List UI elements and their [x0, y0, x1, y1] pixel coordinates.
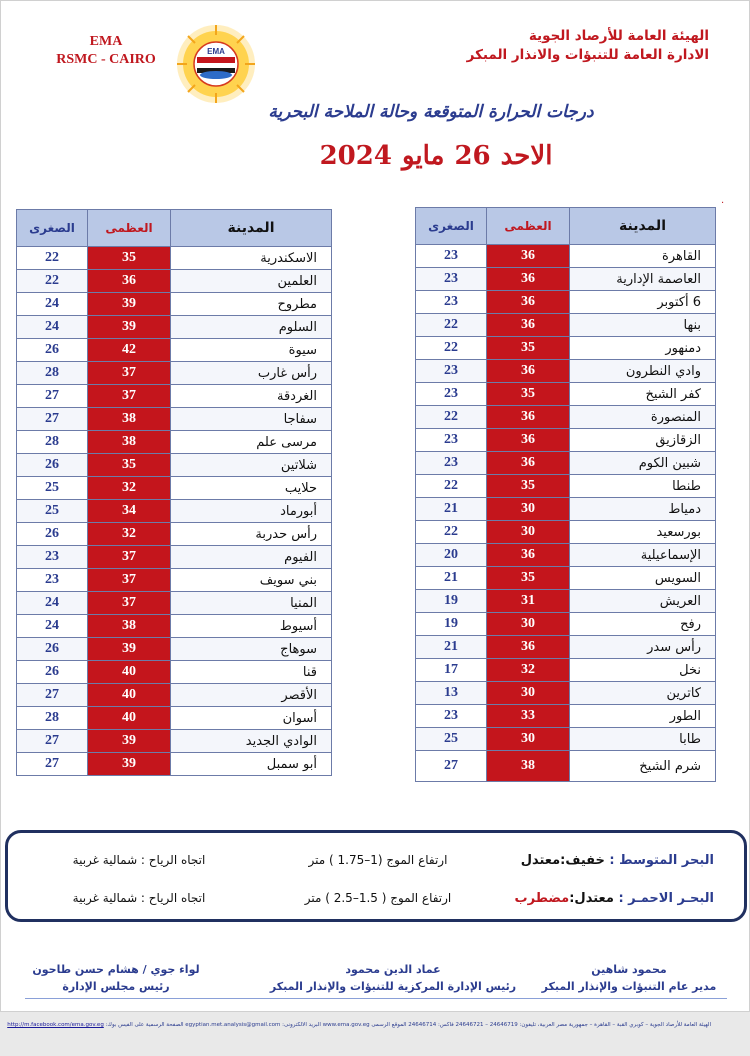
- table-row: [416, 429, 716, 452]
- table-row: [17, 661, 332, 684]
- city-name: قنا: [171, 661, 332, 684]
- city-name: شبين الكوم: [570, 452, 716, 475]
- table-row: [416, 705, 716, 728]
- min-temp: 17: [416, 659, 487, 682]
- red-state: معتدل:: [569, 891, 614, 906]
- min-temp: 28: [17, 431, 88, 454]
- max-temp: 36: [487, 452, 570, 475]
- max-temp: 38: [88, 615, 171, 638]
- date-year: 2024: [319, 141, 392, 171]
- max-temp: 40: [88, 707, 171, 730]
- min-temp: 22: [416, 406, 487, 429]
- table-row: [416, 682, 716, 705]
- city-name: مرسى علم: [171, 431, 332, 454]
- max-temp: 36: [487, 360, 570, 383]
- min-temp: 27: [17, 684, 88, 707]
- min-temp: 21: [416, 567, 487, 590]
- signature-right-name: محمود شاهين: [591, 963, 667, 976]
- footer-divider: [25, 998, 727, 999]
- forecast-date: [301, 141, 571, 171]
- min-temp: 27: [17, 730, 88, 753]
- city-name: الغردقة: [171, 385, 332, 408]
- min-temp: 26: [17, 523, 88, 546]
- table-row: [416, 337, 716, 360]
- city-name: السويس: [570, 567, 716, 590]
- max-temp: 36: [487, 314, 570, 337]
- city-name: الفيوم: [171, 546, 332, 569]
- city-name: الزقازيق: [570, 429, 716, 452]
- table-row: [416, 613, 716, 636]
- max-temp: 39: [88, 638, 171, 661]
- min-temp: 22: [17, 247, 88, 270]
- table-row: [416, 728, 716, 751]
- med-wind-direction: اتجاه الرياح : شمالية غربية: [72, 853, 206, 867]
- city-name: سوهاج: [171, 638, 332, 661]
- facebook-link[interactable]: http://m.facebook.com/ema.gov.eg: [7, 1022, 104, 1028]
- table-row: [416, 544, 716, 567]
- table-row: [416, 659, 716, 682]
- max-temp: 37: [88, 569, 171, 592]
- table-row: [17, 293, 332, 316]
- max-temp: 38: [88, 408, 171, 431]
- ema-badge: [41, 33, 171, 69]
- max-temp: 36: [487, 406, 570, 429]
- min-temp: 19: [416, 613, 487, 636]
- table-row: [17, 408, 332, 431]
- min-temp: 26: [17, 339, 88, 362]
- header-city: المدينة: [171, 210, 332, 247]
- min-temp: 19: [416, 590, 487, 613]
- max-temp: 35: [88, 454, 171, 477]
- max-temp: 30: [487, 498, 570, 521]
- table-row: [17, 362, 332, 385]
- max-temp: 40: [88, 684, 171, 707]
- med-wave-height: ارتفاع الموج (1–1.75 ) متر: [308, 853, 448, 867]
- max-temp: 36: [487, 429, 570, 452]
- city-name: بني سويف: [171, 569, 332, 592]
- max-temp: 32: [487, 659, 570, 682]
- table-row: [17, 684, 332, 707]
- max-temp: 33: [487, 705, 570, 728]
- city-name: القاهرة: [570, 245, 716, 268]
- sea-navigation-box: [5, 830, 747, 922]
- max-temp: 31: [487, 590, 570, 613]
- table-row: [416, 314, 716, 337]
- table-row: [17, 477, 332, 500]
- max-temp: 35: [88, 247, 171, 270]
- temperature-table-left: [16, 209, 332, 776]
- min-temp: 26: [17, 661, 88, 684]
- min-temp: 23: [416, 268, 487, 291]
- max-temp: 35: [487, 567, 570, 590]
- temperature-table-right: [415, 207, 716, 782]
- signature-right-title: مدير عام التنبؤات والإنذار المبكر: [541, 980, 717, 993]
- min-temp: 25: [416, 728, 487, 751]
- min-temp: 22: [416, 475, 487, 498]
- header-min: الصغرى: [17, 210, 88, 247]
- footer-text: الهيئة العامة للأرصاد الجوية – كوبري القبة – القاهرة – جمهورية مصر العربية، تليفون: 24646719 – 24646721 فاكس: 24646714 الموقع الرسمى www.ema.gov.eg البريد الالكترونى: egyptian.met.analysis@gmail.com الصفحة الرسمية على الفيس بوك:: [105, 1022, 711, 1028]
- min-temp: 22: [416, 314, 487, 337]
- max-temp: 36: [88, 270, 171, 293]
- max-temp: 36: [487, 291, 570, 314]
- table-row: [17, 247, 332, 270]
- svg-text:EMA: EMA: [207, 47, 225, 56]
- min-temp: 21: [416, 498, 487, 521]
- table-row: [17, 592, 332, 615]
- min-temp: 24: [17, 615, 88, 638]
- city-name: رأس غارب: [171, 362, 332, 385]
- max-temp: 36: [487, 636, 570, 659]
- med-label: [521, 853, 714, 868]
- red-wave-height: ارتفاع الموج ( 1.5–2.5 ) متر: [304, 891, 452, 905]
- min-temp: 22: [416, 337, 487, 360]
- table-row: [416, 498, 716, 521]
- table-row: [416, 406, 716, 429]
- city-name: وادي النطرون: [570, 360, 716, 383]
- min-temp: 23: [416, 452, 487, 475]
- city-name: 6 أكتوبر: [570, 291, 716, 314]
- max-temp: 30: [487, 521, 570, 544]
- header-max: العظمى: [487, 208, 570, 245]
- table-row: [416, 521, 716, 544]
- table-row: [17, 523, 332, 546]
- table-row: [17, 431, 332, 454]
- min-temp: 22: [416, 521, 487, 544]
- city-name: سيوة: [171, 339, 332, 362]
- min-temp: 23: [17, 569, 88, 592]
- city-name: شلاتين: [171, 454, 332, 477]
- max-temp: 32: [88, 477, 171, 500]
- min-temp: 27: [17, 385, 88, 408]
- table-row: [416, 360, 716, 383]
- table-row: [416, 268, 716, 291]
- table-row: [416, 245, 716, 268]
- rsmc-label: RSMC - CAIRO: [56, 52, 156, 67]
- table-row: [17, 546, 332, 569]
- table-row: [416, 751, 716, 782]
- city-name: رأس سدر: [570, 636, 716, 659]
- city-name: أبو سمبل: [171, 753, 332, 776]
- signature-left-title: رئيس مجلس الإدارة: [62, 980, 170, 993]
- city-name: العاصمة الإدارية: [570, 268, 716, 291]
- city-name: سفاجا: [171, 408, 332, 431]
- city-name: كفر الشيخ: [570, 383, 716, 406]
- signature-center: [263, 961, 523, 995]
- city-name: رأس حدربة: [171, 523, 332, 546]
- header-min: الصغرى: [416, 208, 487, 245]
- table-row: [416, 636, 716, 659]
- city-name: السلوم: [171, 316, 332, 339]
- red-sea-row: [8, 891, 744, 915]
- med-state: خفيف:معتدل: [520, 853, 605, 868]
- max-temp: 36: [487, 268, 570, 291]
- min-temp: 27: [17, 753, 88, 776]
- city-name: دمنهور: [570, 337, 716, 360]
- table-row: [17, 385, 332, 408]
- min-temp: 22: [17, 270, 88, 293]
- city-name: بنها: [570, 314, 716, 337]
- min-temp: 23: [416, 429, 487, 452]
- table-row: [17, 753, 332, 776]
- min-temp: 25: [17, 477, 88, 500]
- city-name: كاترين: [570, 682, 716, 705]
- min-temp: 25: [17, 500, 88, 523]
- max-temp: 40: [88, 661, 171, 684]
- max-temp: 36: [487, 544, 570, 567]
- city-name: الاسكندرية: [171, 247, 332, 270]
- max-temp: 38: [487, 751, 570, 782]
- min-temp: 26: [17, 638, 88, 661]
- max-temp: 30: [487, 728, 570, 751]
- min-temp: 24: [17, 592, 88, 615]
- header-city: المدينة: [570, 208, 716, 245]
- max-temp: 37: [88, 592, 171, 615]
- red-state-rough: مضطرب: [514, 891, 570, 906]
- table-row: [17, 730, 332, 753]
- table-row: [416, 475, 716, 498]
- min-temp: 21: [416, 636, 487, 659]
- city-name: الأقصر: [171, 684, 332, 707]
- max-temp: 35: [487, 383, 570, 406]
- max-temp: 39: [88, 316, 171, 339]
- city-name: أبورماد: [171, 500, 332, 523]
- footer-contact: [7, 1022, 711, 1028]
- max-temp: 38: [88, 431, 171, 454]
- signature-left-name: لواء جوي / هشام حسن طاحون: [32, 963, 200, 976]
- red-label-text: البحـر الاحمـر :: [618, 891, 714, 906]
- table-row: [17, 638, 332, 661]
- table-row: [416, 291, 716, 314]
- table-row: [416, 590, 716, 613]
- table-row: [17, 615, 332, 638]
- city-name: أسيوط: [171, 615, 332, 638]
- table-row: [17, 569, 332, 592]
- table-row: [17, 500, 332, 523]
- red-label: [515, 891, 714, 906]
- min-temp: 23: [416, 291, 487, 314]
- org-line-1: الهيئة العامة للأرصاد الجوية: [528, 28, 709, 44]
- min-temp: 26: [17, 454, 88, 477]
- min-temp: 24: [17, 316, 88, 339]
- max-temp: 39: [88, 753, 171, 776]
- date-num: 26: [454, 141, 491, 171]
- city-name: الإسماعيلية: [570, 544, 716, 567]
- table-row: [416, 452, 716, 475]
- city-name: حلايب: [171, 477, 332, 500]
- city-name: مطروح: [171, 293, 332, 316]
- table-row: [17, 270, 332, 293]
- min-temp: 23: [416, 245, 487, 268]
- decorative-dot: .: [721, 195, 725, 206]
- table-row: [17, 454, 332, 477]
- max-temp: 32: [88, 523, 171, 546]
- org-line-2: الادارة العامة للتنبؤات والانذار المبكر: [466, 47, 709, 63]
- signature-left: [31, 961, 201, 995]
- ema-acronym: EMA: [89, 34, 123, 49]
- mediterranean-row: [8, 853, 744, 877]
- min-temp: 27: [17, 408, 88, 431]
- signatures: [1, 961, 750, 1001]
- table-row: [17, 316, 332, 339]
- ema-sun-logo: [175, 23, 257, 105]
- city-name: الطور: [570, 705, 716, 728]
- city-name: الوادي الجديد: [171, 730, 332, 753]
- min-temp: 23: [416, 383, 487, 406]
- city-name: العريش: [570, 590, 716, 613]
- max-temp: 37: [88, 362, 171, 385]
- table-row: [416, 383, 716, 406]
- min-temp: 28: [17, 707, 88, 730]
- min-temp: 23: [17, 546, 88, 569]
- min-temp: 13: [416, 682, 487, 705]
- max-temp: 37: [88, 385, 171, 408]
- city-name: طنطا: [570, 475, 716, 498]
- city-name: أسوان: [171, 707, 332, 730]
- max-temp: 42: [88, 339, 171, 362]
- city-name: طابا: [570, 728, 716, 751]
- city-name: العلمين: [171, 270, 332, 293]
- date-month: مايو: [401, 141, 445, 171]
- max-temp: 30: [487, 613, 570, 636]
- table-row: [17, 707, 332, 730]
- table-row: [17, 339, 332, 362]
- date-day: الاحد: [500, 141, 553, 171]
- page-title: درجات الحرارة المتوقعة وحالة الملاحة البحرية: [268, 102, 594, 122]
- min-temp: 20: [416, 544, 487, 567]
- min-temp: 23: [416, 705, 487, 728]
- red-wind-direction: اتجاه الرياح : شمالية غربية: [72, 891, 206, 905]
- city-name: بورسعيد: [570, 521, 716, 544]
- city-name: نخل: [570, 659, 716, 682]
- organization-name: [369, 27, 709, 65]
- signature-center-title: رئيس الإدارة المركزية للتنبؤات والإنذار المبكر: [269, 980, 517, 993]
- max-temp: 35: [487, 475, 570, 498]
- header-max: العظمى: [88, 210, 171, 247]
- min-temp: 28: [17, 362, 88, 385]
- max-temp: 37: [88, 546, 171, 569]
- city-name: المنيا: [171, 592, 332, 615]
- min-temp: 24: [17, 293, 88, 316]
- max-temp: 39: [88, 293, 171, 316]
- table-row: [416, 567, 716, 590]
- city-name: المنصورة: [570, 406, 716, 429]
- max-temp: 30: [487, 682, 570, 705]
- city-name: دمياط: [570, 498, 716, 521]
- max-temp: 34: [88, 500, 171, 523]
- max-temp: 36: [487, 245, 570, 268]
- max-temp: 39: [88, 730, 171, 753]
- city-name: شرم الشيخ: [570, 751, 716, 782]
- min-temp: 23: [416, 360, 487, 383]
- med-label-text: البحر المتوسط :: [609, 853, 714, 868]
- signature-right: [529, 961, 729, 995]
- city-name: رفح: [570, 613, 716, 636]
- min-temp: 27: [416, 751, 487, 782]
- signature-center-name: عماد الدين محمود: [345, 963, 441, 976]
- max-temp: 35: [487, 337, 570, 360]
